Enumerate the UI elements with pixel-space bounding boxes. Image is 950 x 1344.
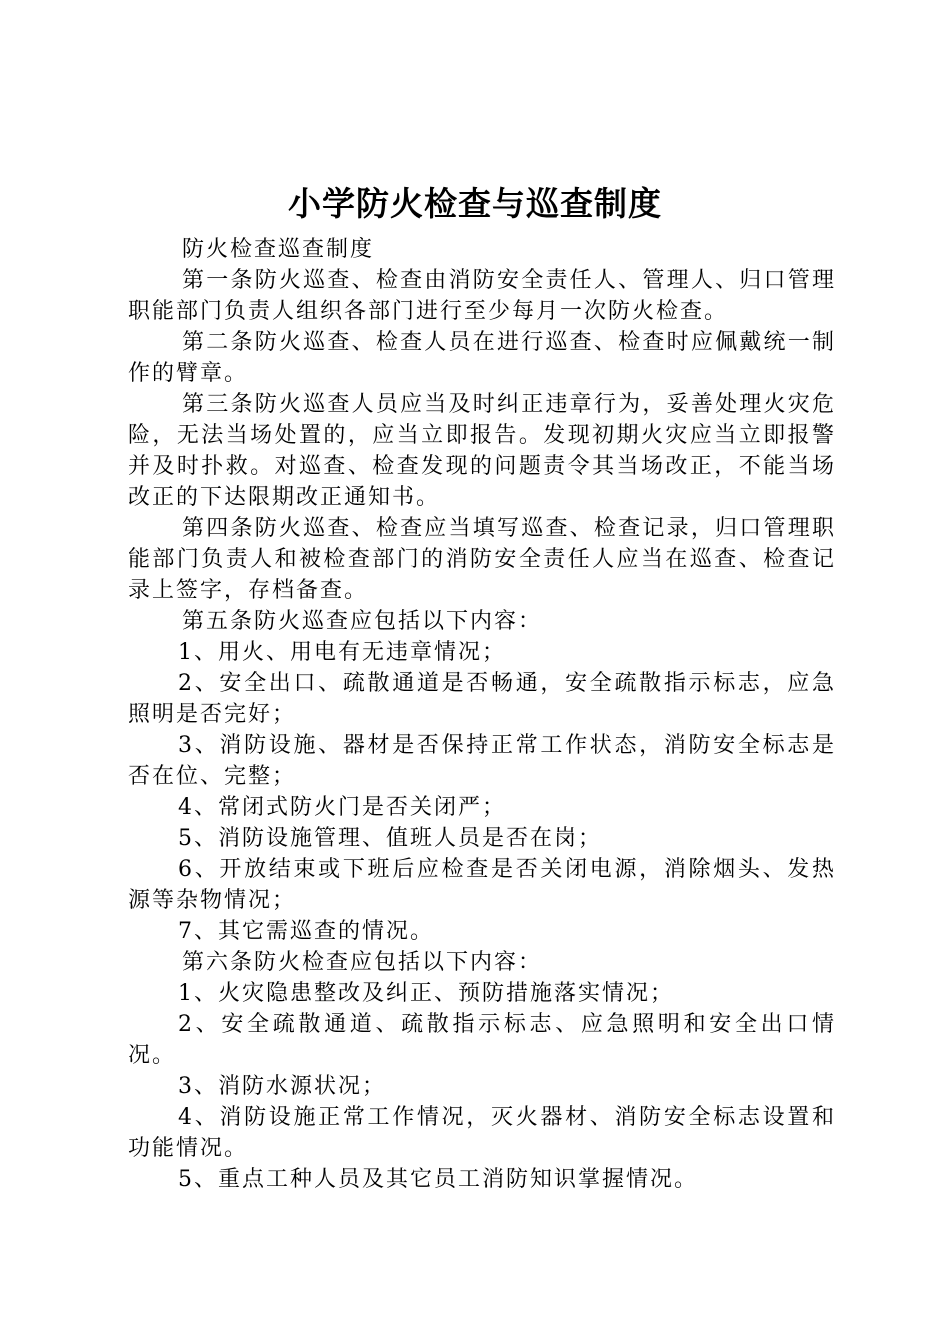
article-6-item-1: 1、火灾隐患整改及纠正、预防措施落实情况； <box>178 981 674 1006</box>
article-5-item-4: 4、常闭式防火门是否关闭严； <box>178 795 506 820</box>
article-5-item-7: 7、其它需巡查的情况。 <box>178 919 434 944</box>
article-6-item-5: 5、重点工种人员及其它员工消防知识掌握情况。 <box>178 1167 698 1192</box>
document-body <box>128 234 836 1195</box>
article-6-item-2: 2、安全疏散通道、疏散指示标志、应急照明和安全出口情况。 <box>128 1012 836 1068</box>
article-6: 第六条防火检查应包括以下内容： <box>182 950 543 975</box>
article-1: 第一条防火巡查、检查由消防安全责任人、管理人、归口管理职能部门负责人组织各部门进行至少每月一次防火检查。 <box>128 268 836 324</box>
article-5-item-2: 2、安全出口、疏散通道是否畅通，安全疏散指示标志，应急照明是否完好； <box>128 671 836 727</box>
article-3: 第三条防火巡查人员应当及时纠正违章行为，妥善处理火灾危险，无法当场处置的，应当立即报告。发现初期火灾应当立即报警并及时扑救。对巡查、检查发现的问题责令其当场改正，不能当场改正的下达限期改正通知书。 <box>128 392 836 510</box>
article-5-item-3: 3、消防设施、器材是否保持正常工作状态，消防安全标志是否在位、完整； <box>128 733 836 789</box>
article-4: 第四条防火巡查、检查应当填写巡查、检查记录，归口管理职能部门负责人和被检查部门的消防安全责任人应当在巡查、检查记录上签字，存档备查。 <box>128 516 836 603</box>
article-5-item-1: 1、用火、用电有无违章情况； <box>178 640 506 665</box>
article-2: 第二条防火巡查、检查人员在进行巡查、检查时应佩戴统一制作的臂章。 <box>128 330 836 386</box>
article-5-item-6: 6、开放结束或下班后应检查是否关闭电源，消除烟头、发热源等杂物情况； <box>128 857 836 913</box>
article-6-item-4: 4、消防设施正常工作情况，灭火器材、消防安全标志设置和功能情况。 <box>128 1105 836 1161</box>
document-title: 小学防火检查与巡查制度 <box>288 184 662 223</box>
article-6-item-3: 3、消防水源状况； <box>178 1074 386 1099</box>
article-5-item-5: 5、消防设施管理、值班人员是否在岗； <box>178 826 602 851</box>
article-5: 第五条防火巡查应包括以下内容： <box>182 609 543 634</box>
section-heading: 防火检查巡查制度 <box>182 237 375 262</box>
